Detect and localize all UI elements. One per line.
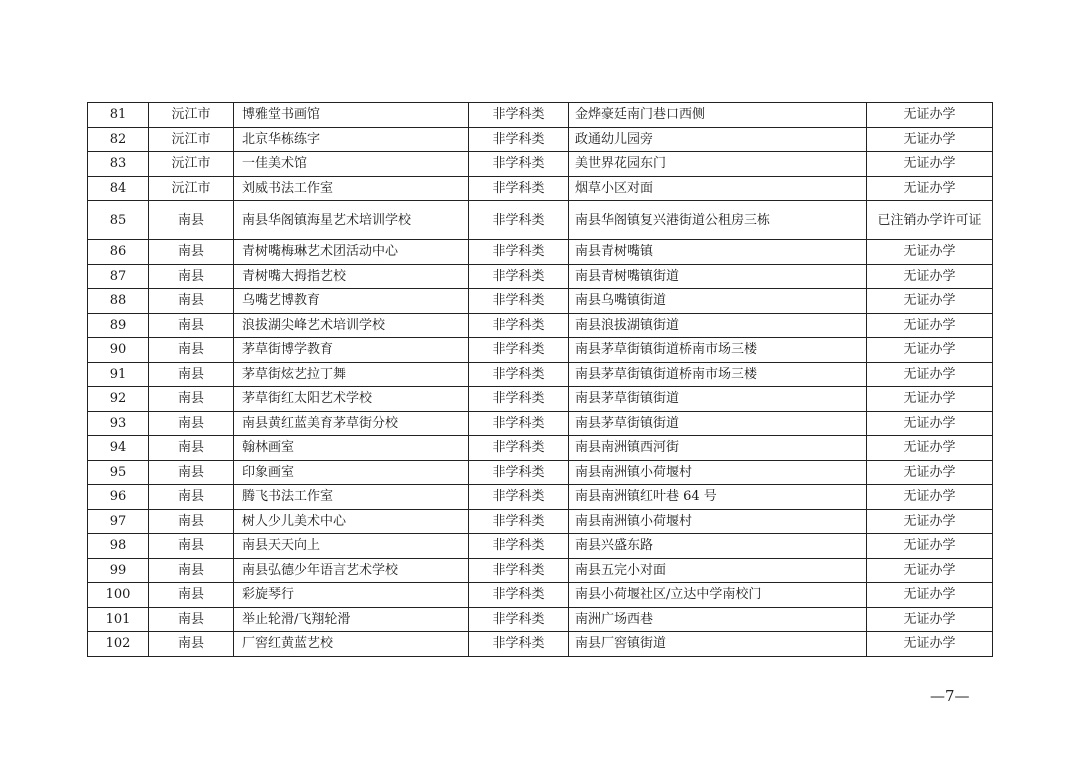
row-status: 无证办学	[867, 460, 993, 485]
table-row	[88, 387, 993, 412]
row-status: 无证办学	[867, 127, 993, 152]
table-row	[88, 201, 993, 240]
table-row	[88, 411, 993, 436]
row-address: 南县茅草街镇街道	[569, 387, 867, 412]
row-city: 沅江市	[149, 103, 234, 128]
row-institution-name: 浪拔湖尖峰艺术培训学校	[234, 313, 469, 338]
row-status: 无证办学	[867, 313, 993, 338]
row-category: 非学科类	[469, 289, 569, 314]
row-city: 南县	[149, 387, 234, 412]
row-address: 南县小荷堰社区/立达中学南校门	[569, 583, 867, 608]
page-number: —7—	[930, 687, 970, 705]
table-row	[88, 558, 993, 583]
table-row	[88, 583, 993, 608]
table-body	[88, 103, 993, 657]
row-number: 90	[88, 338, 149, 363]
row-address: 南县南洲镇小荷堰村	[569, 509, 867, 534]
row-institution-name: 举止轮滑/飞翔轮滑	[234, 607, 469, 632]
row-category: 非学科类	[469, 264, 569, 289]
row-address: 南县南洲镇小荷堰村	[569, 460, 867, 485]
row-category: 非学科类	[469, 338, 569, 363]
row-address: 南县茅草街镇街道桥南市场三楼	[569, 362, 867, 387]
row-city: 南县	[149, 632, 234, 657]
row-institution-name: 一佳美术馆	[234, 152, 469, 177]
row-category: 非学科类	[469, 313, 569, 338]
row-address: 南县南洲镇红叶巷 64 号	[569, 485, 867, 510]
row-city: 南县	[149, 583, 234, 608]
table-row	[88, 509, 993, 534]
row-address: 金烨豪廷南门巷口西侧	[569, 103, 867, 128]
row-address: 南县青树嘴镇街道	[569, 264, 867, 289]
row-status: 无证办学	[867, 387, 993, 412]
row-category: 非学科类	[469, 201, 569, 240]
row-number: 84	[88, 176, 149, 201]
row-city: 南县	[149, 534, 234, 559]
row-status: 无证办学	[867, 289, 993, 314]
row-institution-name: 腾飞书法工作室	[234, 485, 469, 510]
row-address: 南县五完小对面	[569, 558, 867, 583]
row-category: 非学科类	[469, 387, 569, 412]
row-institution-name: 北京华栋练字	[234, 127, 469, 152]
row-status: 无证办学	[867, 264, 993, 289]
row-status: 无证办学	[867, 362, 993, 387]
row-address: 南洲广场西巷	[569, 607, 867, 632]
row-status: 已注销办学许可证	[867, 201, 993, 240]
row-category: 非学科类	[469, 485, 569, 510]
row-institution-name: 茅草街炫艺拉丁舞	[234, 362, 469, 387]
row-status: 无证办学	[867, 509, 993, 534]
row-status: 无证办学	[867, 240, 993, 265]
row-number: 83	[88, 152, 149, 177]
row-address: 南县南洲镇西河街	[569, 436, 867, 461]
row-status: 无证办学	[867, 558, 993, 583]
row-status: 无证办学	[867, 485, 993, 510]
table-row	[88, 338, 993, 363]
row-city: 南县	[149, 607, 234, 632]
row-category: 非学科类	[469, 509, 569, 534]
row-city: 南县	[149, 338, 234, 363]
row-status: 无证办学	[867, 152, 993, 177]
row-address: 南县乌嘴镇街道	[569, 289, 867, 314]
row-institution-name: 树人少儿美术中心	[234, 509, 469, 534]
row-number: 95	[88, 460, 149, 485]
table-row	[88, 103, 993, 128]
table-row	[88, 632, 993, 657]
row-city: 南县	[149, 436, 234, 461]
row-number: 97	[88, 509, 149, 534]
row-number: 92	[88, 387, 149, 412]
row-institution-name: 青树嘴大拇指艺校	[234, 264, 469, 289]
row-number: 98	[88, 534, 149, 559]
row-category: 非学科类	[469, 632, 569, 657]
institution-table	[87, 102, 993, 657]
row-address: 南县浪拔湖镇街道	[569, 313, 867, 338]
table-row	[88, 313, 993, 338]
table-row	[88, 240, 993, 265]
row-city: 南县	[149, 485, 234, 510]
table-row	[88, 436, 993, 461]
table-row	[88, 289, 993, 314]
table-row	[88, 176, 993, 201]
row-institution-name: 翰林画室	[234, 436, 469, 461]
row-number: 93	[88, 411, 149, 436]
row-status: 无证办学	[867, 436, 993, 461]
row-city: 南县	[149, 411, 234, 436]
row-category: 非学科类	[469, 103, 569, 128]
table-row	[88, 460, 993, 485]
row-status: 无证办学	[867, 338, 993, 363]
row-status: 无证办学	[867, 607, 993, 632]
row-category: 非学科类	[469, 411, 569, 436]
row-city: 南县	[149, 313, 234, 338]
row-institution-name: 乌嘴艺博教育	[234, 289, 469, 314]
row-category: 非学科类	[469, 176, 569, 201]
row-address: 南县青树嘴镇	[569, 240, 867, 265]
row-address: 烟草小区对面	[569, 176, 867, 201]
row-status: 无证办学	[867, 411, 993, 436]
row-institution-name: 印象画室	[234, 460, 469, 485]
row-category: 非学科类	[469, 436, 569, 461]
row-number: 81	[88, 103, 149, 128]
row-category: 非学科类	[469, 127, 569, 152]
table-row	[88, 607, 993, 632]
row-institution-name: 南县黄红蓝美育茅草街分校	[234, 411, 469, 436]
row-city: 南县	[149, 289, 234, 314]
row-status: 无证办学	[867, 103, 993, 128]
row-address: 南县茅草街镇街道	[569, 411, 867, 436]
row-city: 南县	[149, 509, 234, 534]
row-category: 非学科类	[469, 460, 569, 485]
row-category: 非学科类	[469, 152, 569, 177]
row-institution-name: 南县天天向上	[234, 534, 469, 559]
table-row	[88, 362, 993, 387]
row-address: 美世界花园东门	[569, 152, 867, 177]
row-institution-name: 茅草街博学教育	[234, 338, 469, 363]
row-city: 沅江市	[149, 127, 234, 152]
row-status: 无证办学	[867, 583, 993, 608]
row-institution-name: 彩旋琴行	[234, 583, 469, 608]
row-number: 100	[88, 583, 149, 608]
row-category: 非学科类	[469, 362, 569, 387]
row-address: 政通幼儿园旁	[569, 127, 867, 152]
row-number: 96	[88, 485, 149, 510]
row-city: 沅江市	[149, 176, 234, 201]
row-status: 无证办学	[867, 176, 993, 201]
row-city: 沅江市	[149, 152, 234, 177]
row-category: 非学科类	[469, 558, 569, 583]
row-city: 南县	[149, 201, 234, 240]
row-address: 南县茅草街镇街道桥南市场三楼	[569, 338, 867, 363]
row-number: 87	[88, 264, 149, 289]
row-category: 非学科类	[469, 240, 569, 265]
row-institution-name: 厂窖红黄蓝艺校	[234, 632, 469, 657]
row-city: 南县	[149, 362, 234, 387]
row-institution-name: 南县华阁镇海星艺术培训学校	[234, 201, 469, 240]
table-row	[88, 485, 993, 510]
row-number: 102	[88, 632, 149, 657]
table-row	[88, 534, 993, 559]
row-address: 南县厂窖镇街道	[569, 632, 867, 657]
table-row	[88, 152, 993, 177]
row-institution-name: 南县弘德少年语言艺术学校	[234, 558, 469, 583]
row-city: 南县	[149, 240, 234, 265]
row-number: 85	[88, 201, 149, 240]
row-institution-name: 博雅堂书画馆	[234, 103, 469, 128]
row-institution-name: 茅草街红太阳艺术学校	[234, 387, 469, 412]
table-row	[88, 264, 993, 289]
row-city: 南县	[149, 460, 234, 485]
row-number: 91	[88, 362, 149, 387]
row-institution-name: 刘威书法工作室	[234, 176, 469, 201]
row-category: 非学科类	[469, 534, 569, 559]
row-number: 82	[88, 127, 149, 152]
row-category: 非学科类	[469, 607, 569, 632]
row-city: 南县	[149, 264, 234, 289]
row-status: 无证办学	[867, 534, 993, 559]
row-status: 无证办学	[867, 632, 993, 657]
row-number: 94	[88, 436, 149, 461]
row-address: 南县兴盛东路	[569, 534, 867, 559]
row-number: 89	[88, 313, 149, 338]
row-address: 南县华阁镇复兴港街道公租房三栋	[569, 201, 867, 240]
row-city: 南县	[149, 558, 234, 583]
row-category: 非学科类	[469, 583, 569, 608]
row-number: 86	[88, 240, 149, 265]
row-institution-name: 青树嘴梅琳艺术团活动中心	[234, 240, 469, 265]
row-number: 88	[88, 289, 149, 314]
row-number: 99	[88, 558, 149, 583]
table-row	[88, 127, 993, 152]
row-number: 101	[88, 607, 149, 632]
